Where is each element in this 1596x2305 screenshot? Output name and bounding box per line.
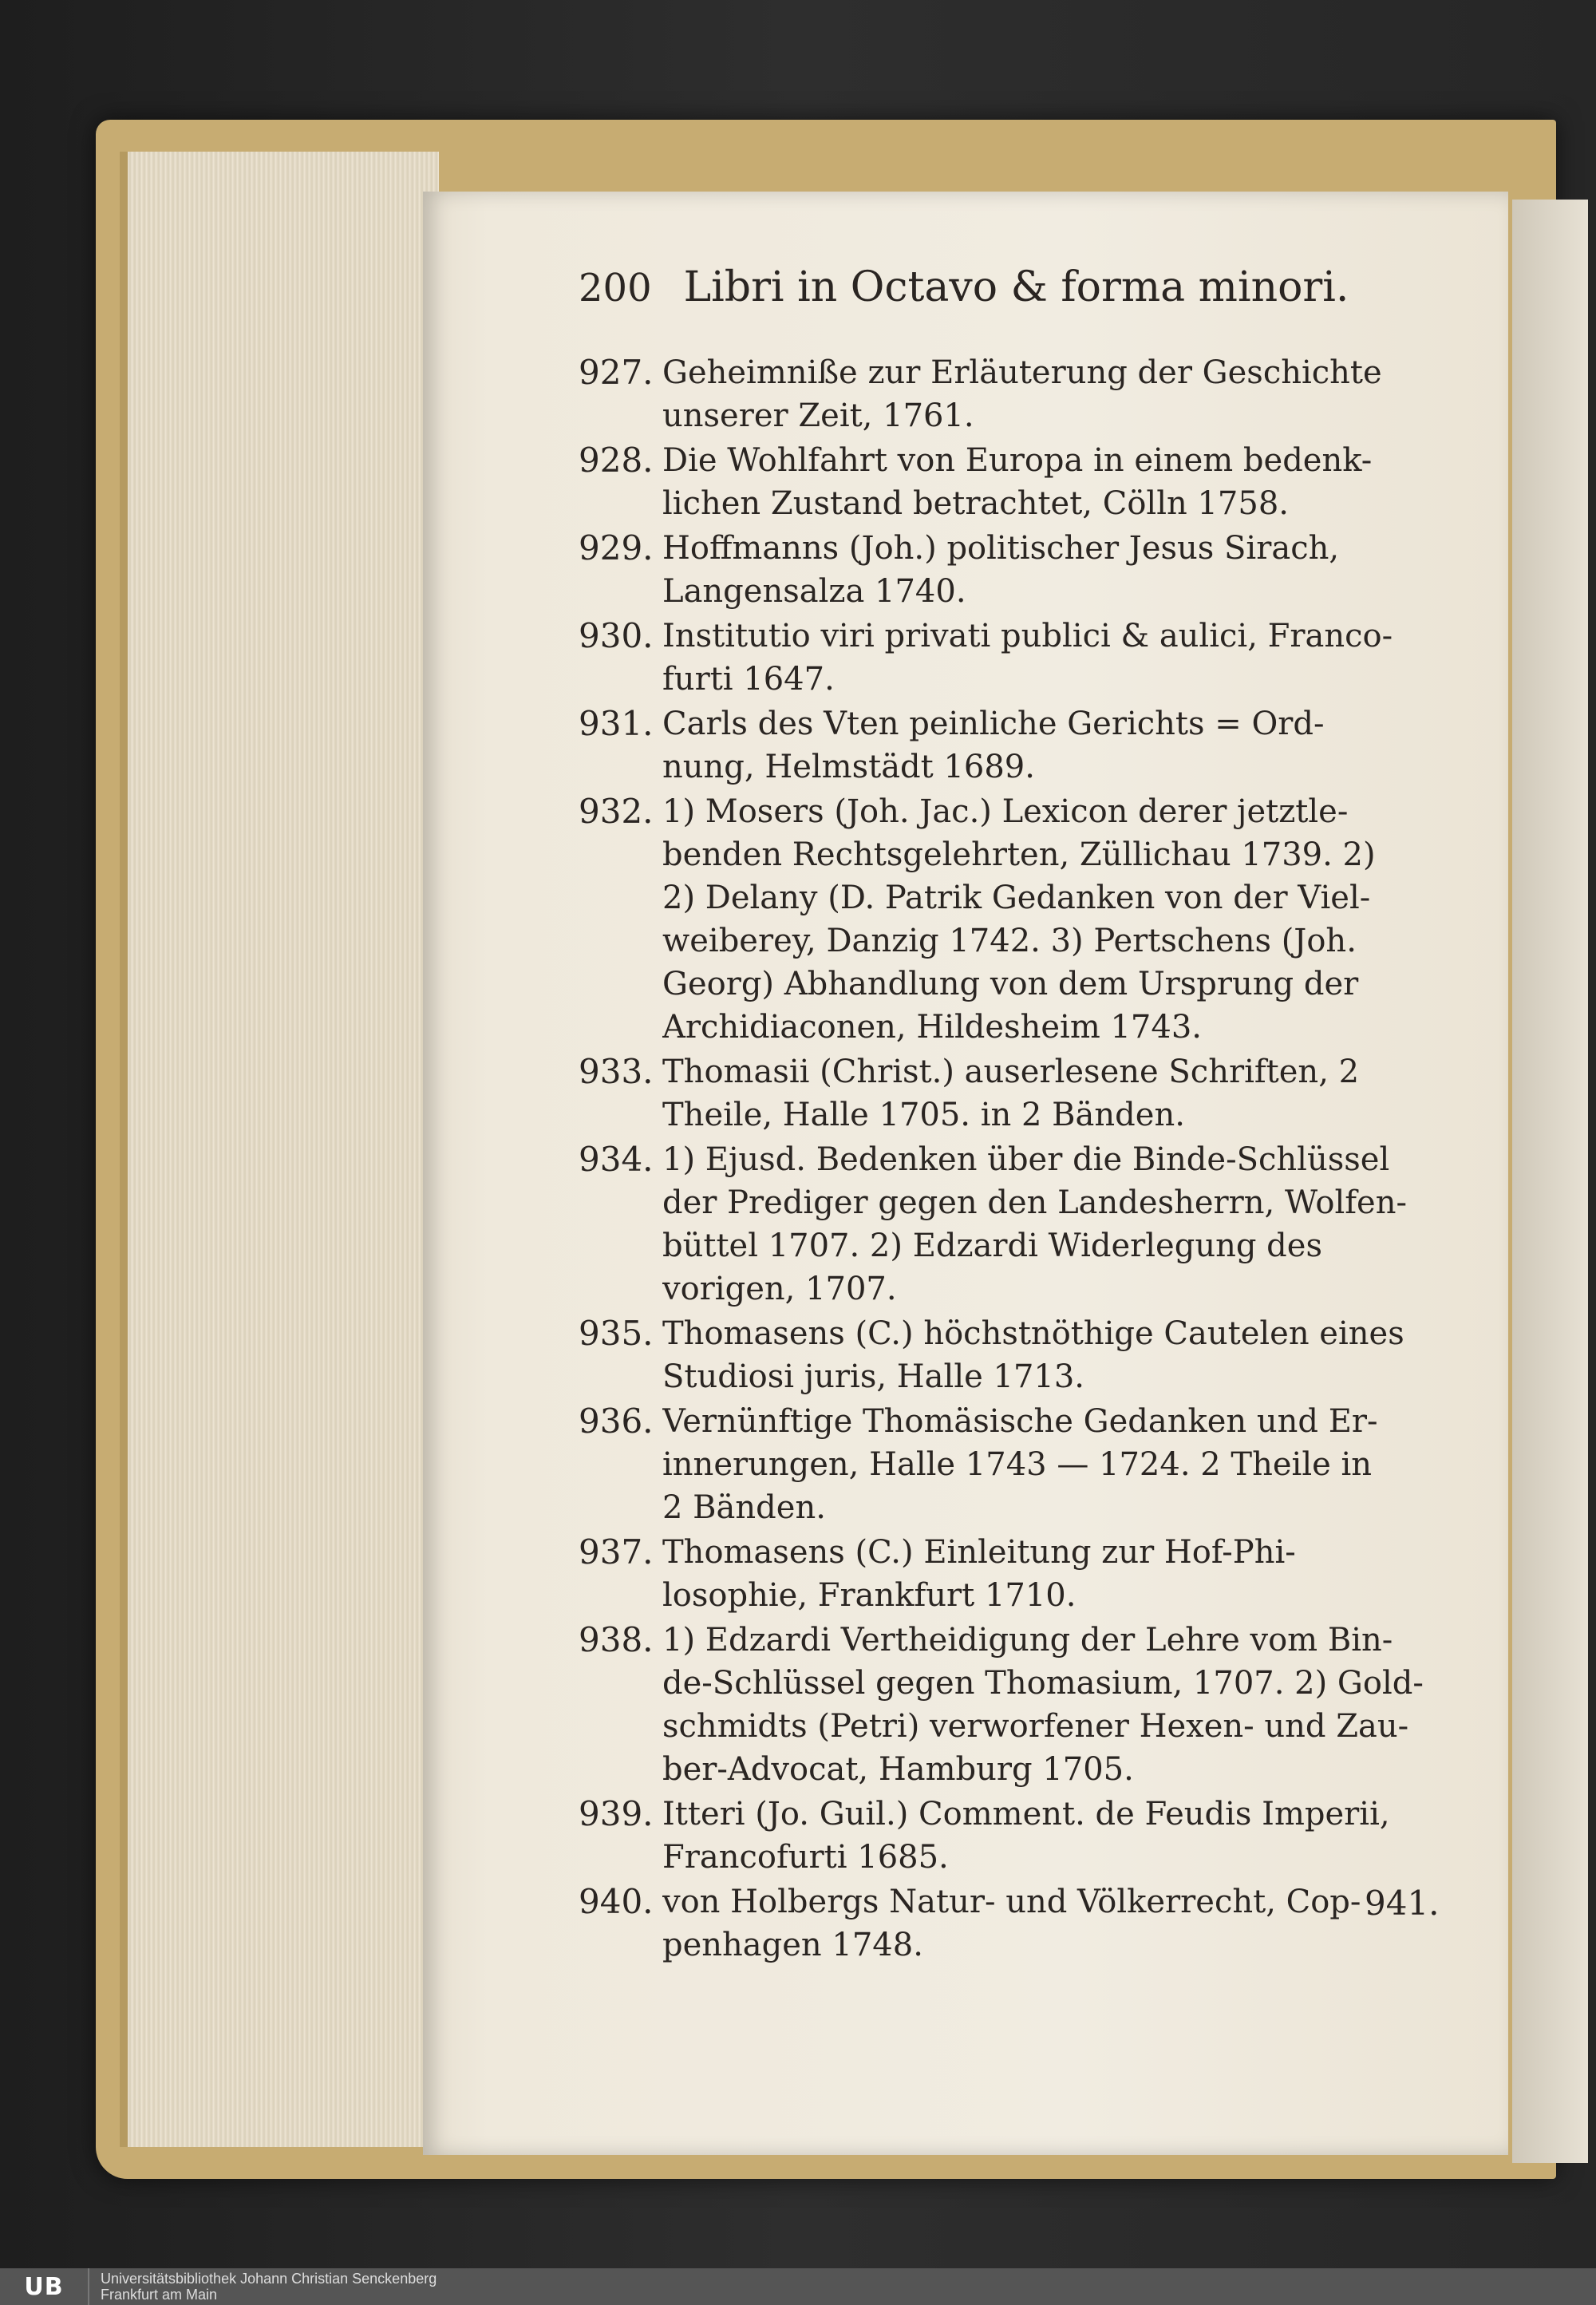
catalog-entry xyxy=(579,1050,1440,1137)
entry-line: büttel 1707. 2) Edzardi Widerlegung des xyxy=(662,1228,1322,1264)
entry-text xyxy=(662,1880,1440,1967)
entry-line: 2 Bänden. xyxy=(662,1489,826,1526)
entry-number: 938. xyxy=(579,1620,654,1659)
entry-line: lichen Zustand betrachtet, Cölln 1758. xyxy=(662,485,1289,522)
entry-text xyxy=(662,702,1440,789)
entry-text xyxy=(662,615,1440,701)
page-header xyxy=(579,263,1416,327)
entry-number: 940. xyxy=(579,1882,654,1921)
catalog-entries xyxy=(579,351,1440,1968)
page-number: 200 xyxy=(579,266,652,310)
catalog-entry xyxy=(579,1138,1440,1311)
entry-number: 930. xyxy=(579,616,654,655)
entry-number: 939. xyxy=(579,1794,654,1833)
facing-page-edge xyxy=(1512,200,1588,2163)
entry-number: 934. xyxy=(579,1140,654,1179)
entry-line: Francofurti 1685. xyxy=(662,1839,949,1876)
entry-text xyxy=(662,351,1440,437)
entry-text xyxy=(662,1619,1440,1791)
entry-line: Institutio viri privati publici & aulici, Franco- xyxy=(662,618,1393,654)
entry-line: Archidiaconen, Hildesheim 1743. xyxy=(662,1009,1202,1046)
entry-line: Theile, Halle 1705. in 2 Bänden. xyxy=(662,1097,1185,1133)
footer-line-1: Universitätsbibliothek Johann Christian Senckenberg xyxy=(101,2271,437,2287)
entry-text xyxy=(662,790,1440,1049)
page-title: Libri in Octavo & forma minori. xyxy=(683,263,1349,311)
entry-line: Langensalza 1740. xyxy=(662,573,966,610)
entry-number: 935. xyxy=(579,1314,654,1353)
entry-line: Die Wohlfahrt von Europa in einem bedenk- xyxy=(662,442,1373,479)
catalog-entry xyxy=(579,1793,1440,1879)
entry-line: schmidts (Petri) verworfener Hexen- und Zau- xyxy=(662,1708,1409,1745)
catalog-entry xyxy=(579,1619,1440,1791)
entry-line: Studiosi juris, Halle 1713. xyxy=(662,1358,1085,1395)
entry-text xyxy=(662,1531,1440,1617)
entry-line: 1) Ejusd. Bedenken über die Binde-Schlüssel xyxy=(662,1141,1390,1178)
catalog-entry xyxy=(579,439,1440,525)
entry-line: 1) Edzardi Vertheidigung der Lehre vom Bin- xyxy=(662,1622,1393,1659)
entry-text xyxy=(662,1400,1440,1529)
footer-bar xyxy=(0,2268,1596,2305)
catalog-entry xyxy=(579,527,1440,613)
entry-line: Hoffmanns (Joh.) politischer Jesus Sirach, xyxy=(662,530,1340,567)
entry-text xyxy=(662,1050,1440,1137)
ub-logo: UB xyxy=(0,2268,89,2305)
entry-line: furti 1647. xyxy=(662,661,835,698)
catalog-entry xyxy=(579,351,1440,437)
entry-line: Carls des Vten peinliche Gerichts = Ord- xyxy=(662,706,1325,742)
footer-text xyxy=(101,2271,437,2303)
catalog-entry xyxy=(579,702,1440,789)
entry-number: 929. xyxy=(579,528,654,567)
entry-line: losophie, Frankfurt 1710. xyxy=(662,1577,1077,1614)
entry-line: benden Rechtsgelehrten, Züllichau 1739. 2) xyxy=(662,836,1376,873)
entry-text xyxy=(662,439,1440,525)
entry-number: 933. xyxy=(579,1052,654,1091)
entry-line: penhagen 1748. xyxy=(662,1927,923,1963)
entry-line: Itteri (Jo. Guil.) Comment. de Feudis Imperii, xyxy=(662,1796,1390,1833)
entry-line: vorigen, 1707. xyxy=(662,1271,897,1307)
entry-line: ber-Advocat, Hamburg 1705. xyxy=(662,1751,1134,1788)
entry-text xyxy=(662,527,1440,613)
entry-text xyxy=(662,1312,1440,1398)
catchword: 941. xyxy=(1365,1884,1440,1923)
entry-line: 2) Delany (D. Patrik Gedanken von der Viel- xyxy=(662,880,1371,916)
entry-line: de-Schlüssel gegen Thomasium, 1707. 2) Gold- xyxy=(662,1665,1424,1702)
entry-line: unserer Zeit, 1761. xyxy=(662,397,974,434)
entry-line: von Holbergs Natur- und Völkerrecht, Cop- xyxy=(662,1884,1361,1920)
entry-line: Geheimniße zur Erläuterung der Geschichte xyxy=(662,354,1382,391)
entry-line: Thomasens (C.) höchstnöthige Cautelen eines xyxy=(662,1315,1404,1352)
entry-number: 937. xyxy=(579,1532,654,1572)
entry-line: Vernünftige Thomäsische Gedanken und Er- xyxy=(662,1403,1378,1440)
catalog-entry xyxy=(579,790,1440,1049)
book-page-edges xyxy=(120,152,439,2147)
entry-number: 932. xyxy=(579,792,654,831)
entry-line: innerungen, Halle 1743 — 1724. 2 Theile in xyxy=(662,1446,1373,1483)
catalog-entry xyxy=(579,615,1440,701)
entry-text xyxy=(662,1793,1440,1879)
entry-number: 927. xyxy=(579,353,654,392)
catalog-entry xyxy=(579,1880,1440,1967)
entry-line: nung, Helmstädt 1689. xyxy=(662,749,1035,785)
entry-line: Thomasii (Christ.) auserlesene Schriften, 2 xyxy=(662,1054,1360,1090)
entry-number: 936. xyxy=(579,1402,654,1441)
entry-line: 1) Mosers (Joh. Jac.) Lexicon derer jetztle- xyxy=(662,793,1349,830)
entry-line: weiberey, Danzig 1742. 3) Pertschens (Joh. xyxy=(662,923,1357,959)
catalog-entry xyxy=(579,1531,1440,1617)
entry-number: 931. xyxy=(579,704,654,743)
entry-line: der Prediger gegen den Landesherrn, Wolfen- xyxy=(662,1184,1407,1221)
entry-line: Thomasens (C.) Einleitung zur Hof-Phi- xyxy=(662,1534,1296,1571)
entry-number: 928. xyxy=(579,441,654,480)
catalog-entry xyxy=(579,1400,1440,1529)
footer-line-2: Frankfurt am Main xyxy=(101,2287,218,2303)
catalog-entry xyxy=(579,1312,1440,1398)
entry-text xyxy=(662,1138,1440,1311)
entry-line: Georg) Abhandlung von dem Ursprung der xyxy=(662,966,1359,1002)
